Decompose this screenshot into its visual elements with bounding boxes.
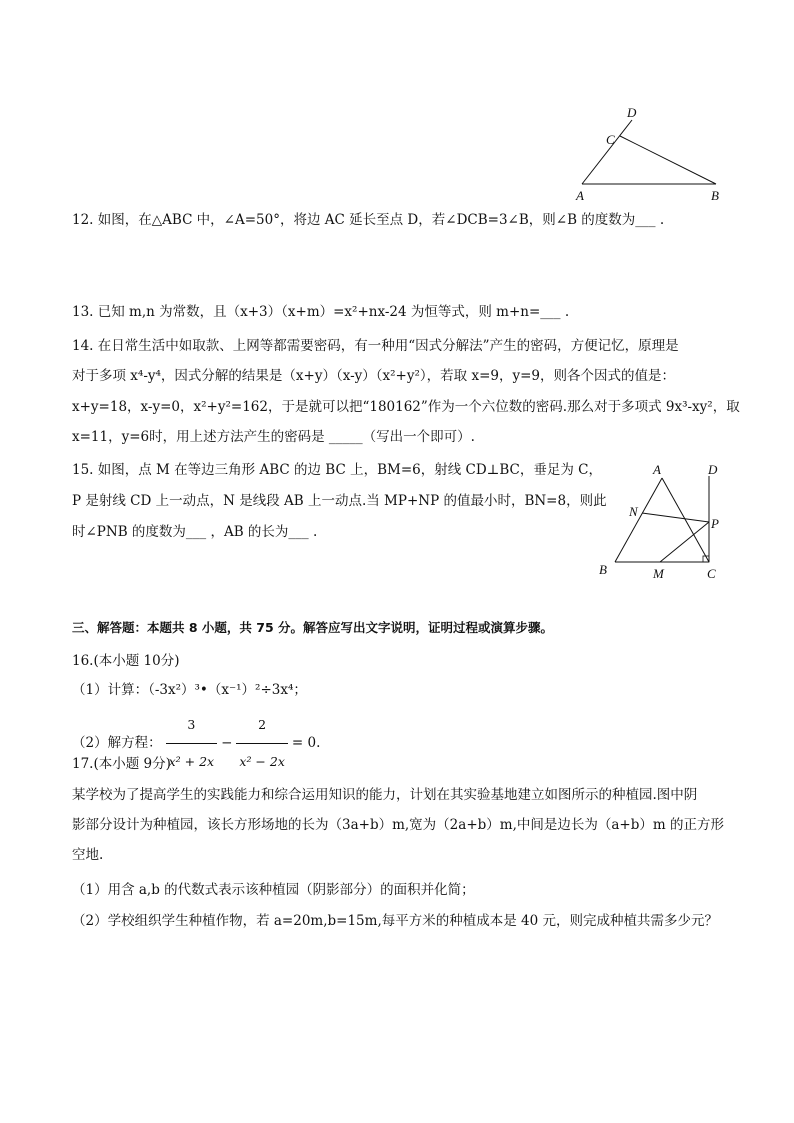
section-3-heading: 三、解答题：本题共 8 小题，共 75 分。解答应写出文字说明，证明过程或演算步骤。: [72, 620, 554, 635]
part-2-label: （2）解方程：: [72, 735, 162, 751]
question-14-line-4: x=11，y=6时，用上述方法产生的密码是 _____（写出一个即可）.: [72, 429, 475, 445]
label-m: M: [653, 566, 664, 581]
segment-ad: [582, 120, 632, 184]
question-17-heading: 17.(本小题 9分): [72, 756, 171, 772]
segment-np: [642, 513, 709, 522]
segment-ac: [662, 478, 709, 562]
question-16-heading: 16.(本小题 10分): [72, 653, 180, 669]
question-17-line-2: 影部分设计为种植园，该长方形场地的长为（3a+b）m,宽为（2a+b）m,中间是边长为（a+b）m 的正方形: [72, 817, 724, 833]
label-d: D: [708, 462, 718, 477]
segment-ba: [615, 478, 662, 562]
label-p: P: [711, 516, 719, 531]
question-15-line-2: P 是射线 CD 上一动点，N 是线段 AB 上一动点.当 MP+NP 的值最小时，BN=8，则此: [72, 493, 607, 509]
label-b: B: [599, 562, 607, 577]
fraction-2-denominator: x² − 2x: [236, 743, 287, 779]
label-d: D: [627, 105, 637, 120]
equation-rhs: = 0.: [291, 735, 321, 751]
question-16-part-1: （1）计算：（-3x²）³•（x⁻¹）²÷3x⁴；: [72, 682, 307, 698]
question-14-line-2: 对于多项 x⁴-y⁴，因式分解的结果是（x+y）（x-y）（x²+y²），若取 x=9，y=9，则各个因式的值是：: [72, 368, 675, 384]
question-17-line-3: 空地.: [72, 847, 104, 863]
label-a: A: [576, 188, 584, 203]
question-17-part-1: （1）用含 a,b 的代数式表示该种植园（阴影部分）的面积并化简；: [72, 882, 475, 898]
question-14-line-1: 14. 在日常生活中如取款、上网等都需要密码，有一种用“因式分解法”产生的密码，方便记忆，原理是: [72, 338, 679, 354]
label-n: N: [629, 504, 638, 519]
triangle-figure-q12: [570, 100, 740, 210]
question-12: 12. 如图，在△ABC 中，∠A=50°，将边 AC 延长至点 D，若∠DCB=3∠B，则∠B 的度数为___ .: [72, 212, 665, 228]
minus-sign: −: [221, 735, 233, 751]
label-c: C: [707, 566, 716, 581]
question-14-line-3: x+y=18，x-y=0，x²+y²=162，于是就可以把“180162”作为一个六位数的密码.那么对于多项式 9x³-xy²，取: [72, 399, 740, 415]
segment-mp: [660, 522, 709, 562]
question-15-line-1: 15. 如图，点 M 在等边三角形 ABC 的边 BC 上，BM=6，射线 CD⊥BC，垂足为 C，: [72, 462, 602, 478]
question-15-line-3: 时∠PNB 的度数为___ ，AB 的长为___ .: [72, 524, 318, 540]
question-17-part-2: （2）学校组织学生种植作物，若 a=20m,b=15m,每平方米的种植成本是 40 元，则完成种植共需多少元？: [72, 913, 718, 929]
fraction-2: [236, 708, 287, 779]
fraction-1-denominator: x² + 2x: [166, 743, 217, 779]
segment-cb: [620, 136, 716, 184]
question-13: 13. 已知 m,n 为常数，且（x+3）（x+m）=x²+nx-24 为恒等式，则 m+n=___ .: [72, 304, 570, 320]
question-17-line-1: 某学校为了提高学生的实践能力和综合运用知识的能力，计划在其实验基地建立如图所示的种植园.图中阴: [72, 787, 698, 803]
fraction-2-numerator: 2: [258, 717, 267, 732]
label-b: B: [711, 188, 719, 203]
triangle-figure-q15: [593, 460, 733, 585]
label-a: A: [653, 462, 661, 477]
label-c: C: [606, 132, 615, 147]
fraction-1-numerator: 3: [187, 717, 196, 732]
fraction-1: [166, 708, 217, 779]
